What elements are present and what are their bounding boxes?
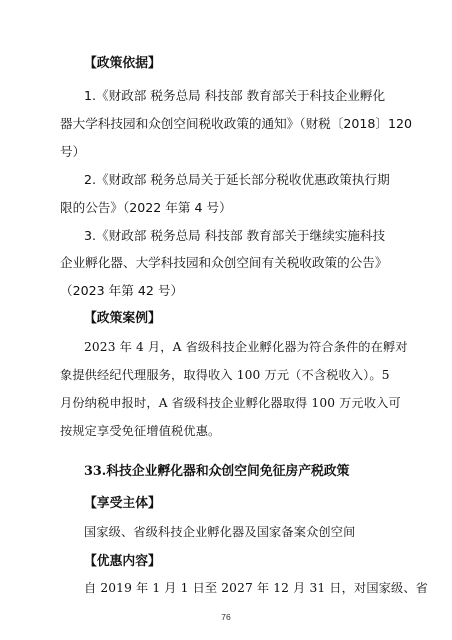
policy-basis-item3-line3: （2023 年第 42 号） — [60, 283, 184, 298]
policy-basis-item1-line1: 1.《财政部 税务总局 科技部 教育部关于科技企业孵化 — [84, 88, 386, 103]
page-number: 76 — [221, 612, 231, 622]
beneficiary-text: 国家级、省级科技企业孵化器及国家备案众创空间 — [84, 525, 356, 539]
policy-case-line4: 按规定享受免征增值税优惠。 — [60, 424, 221, 438]
policy-basis-item3-line2: 企业孵化器、大学科技园和众创空间有关税收政策的公告》 — [60, 255, 388, 270]
policy-case-line2: 象提供经纪代理服务，取得收入 100 万元（不含税收入）。5 — [60, 368, 390, 382]
benefit-heading: 【优惠内容】 — [84, 554, 161, 569]
section-33-title: 33.科技企业孵化器和众创空间免征房产税政策 — [84, 464, 350, 479]
policy-case-heading: 【政策案例】 — [84, 311, 161, 326]
policy-basis-item1-line2: 器大学科技园和众创空间税收政策的通知》（财税〔2018〕120 — [60, 116, 413, 131]
policy-basis-item3-line1: 3.《财政部 税务总局 科技部 教育部关于继续实施科技 — [84, 228, 386, 243]
benefit-line1: 自 2019 年 1 月 1 日至 2027 年 12 月 31 日，对国家级、省 — [84, 581, 429, 595]
policy-basis-heading: 【政策依据】 — [84, 56, 161, 71]
policy-case-line1: 2023 年 4 月，A 省级科技企业孵化器为符合条件的在孵对 — [84, 340, 408, 354]
policy-basis-item2-line1: 2.《财政部 税务总局关于延长部分税收优惠政策执行期 — [84, 172, 390, 187]
policy-basis-item2-line2: 限的公告》（2022 年第 4 号） — [60, 200, 232, 215]
policy-basis-item1-line3: 号） — [60, 144, 86, 159]
beneficiary-heading: 【享受主体】 — [84, 496, 161, 511]
policy-case-line3: 月份纳税申报时，A 省级科技企业孵化器取得 100 万元收入可 — [60, 396, 401, 410]
